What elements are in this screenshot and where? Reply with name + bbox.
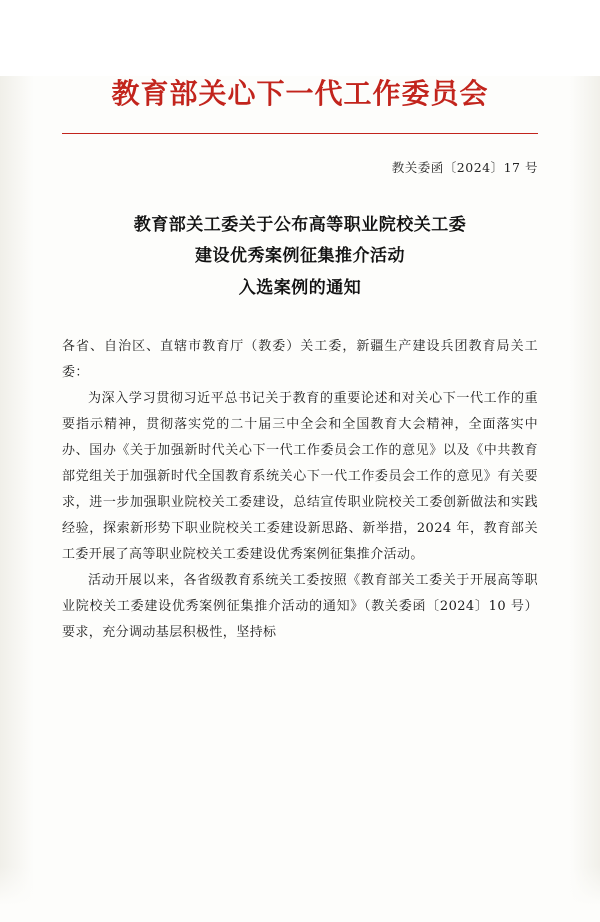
document-content [0,76,600,646]
body-paragraph-1: 为深入学习贯彻习近平总书记关于教育的重要论述和对关心下一代工作的重要指示精神，贯彻落实党的二十届三中全会和全国教育大会精神，全面落实中办、国办《关于加强新时代关心下一代工作委员会工作的意见》以及《中共教育部党组关于加强新时代全国教育系统关心下一代工作委员会工作的意见》有关要求，进一步加强职业院校关工委建设，总结宣传职业院校关工委创新做法和实践经验，探索新形势下职业院校关工委建设新思路、新举措，2024 年，教育部关工委开展了高等职业院校关工委建设优秀案例征集推介活动。 [62,391,538,563]
document-title-line-1: 教育部关工委关于公布高等职业院校关工委 [133,215,467,235]
document-title-line-3: 入选案例的通知 [238,277,362,298]
addressee-line: 各省、自治区、直辖市教育厅（教委）关工委，新疆生产建设兵团教育局关工委： [62,339,538,381]
document-page [0,76,600,922]
masthead-divider [62,133,538,134]
document-title [62,210,538,304]
body-paragraph-2: 活动开展以来，各省级教育系统关工委按照《教育部关工委关于开展高等职业院校关工委建设优秀案例征集推介活动的通知》（教关委函〔2024〕10 号）要求，充分调动基层积极性，坚持标 [62,573,538,641]
document-title-line-2: 建设优秀案例征集推介活动 [195,246,405,267]
page-bottom-fade [0,866,600,922]
issuing-organization-title: 教育部关心下一代工作委员会 [111,77,489,110]
document-number: 教关委函〔2024〕17 号 [391,160,538,175]
masthead [62,76,538,134]
